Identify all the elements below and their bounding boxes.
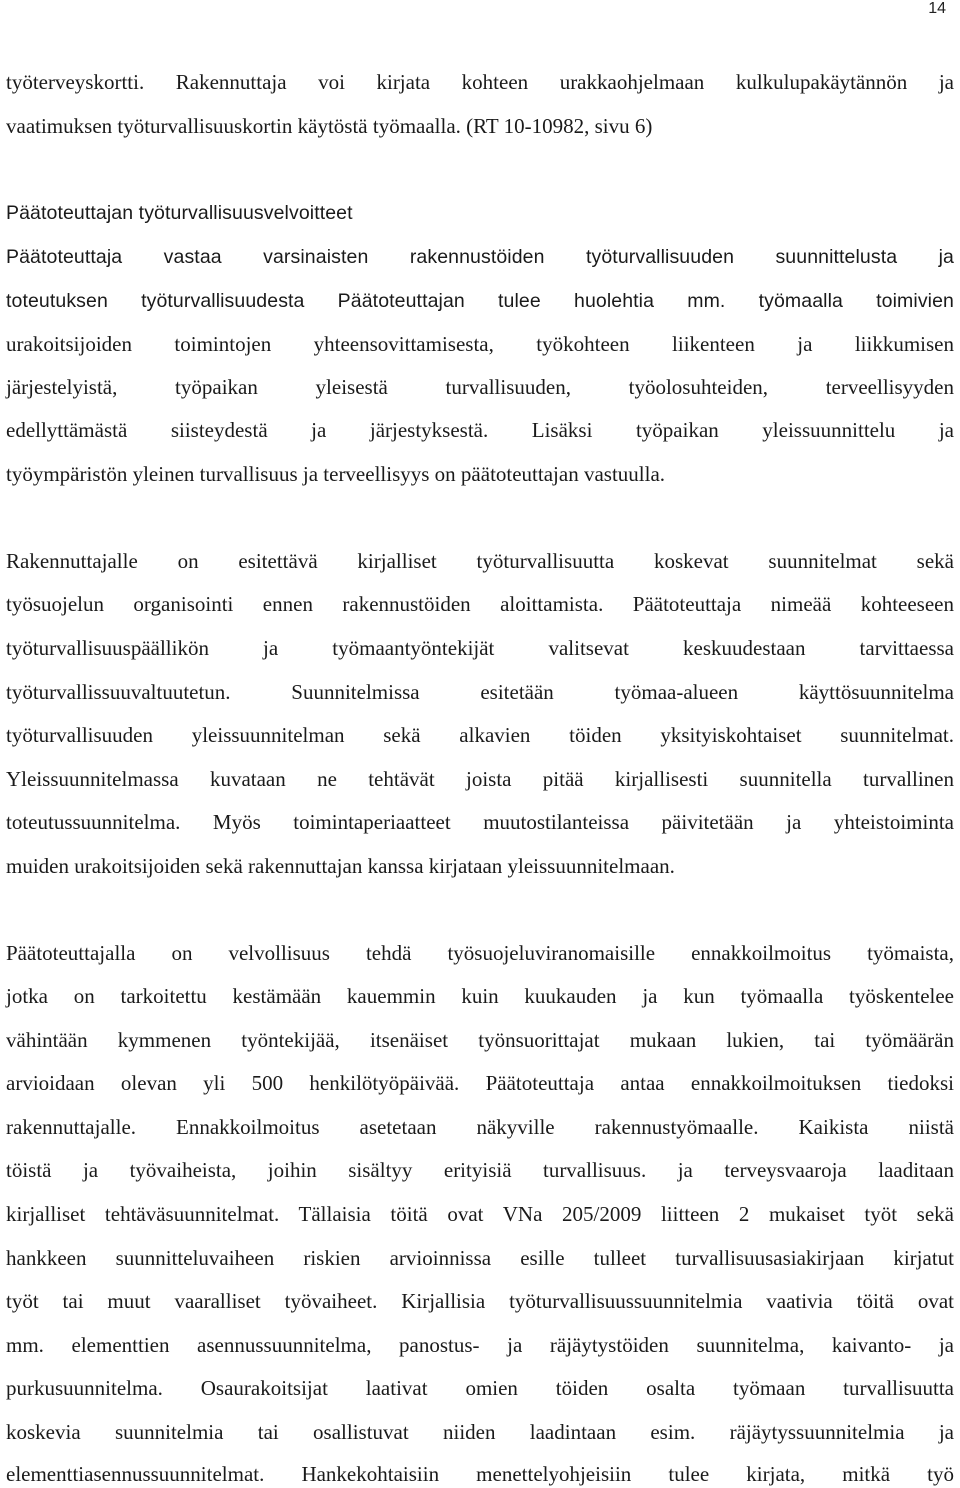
section-heading: Päätoteuttajan työturvallisuusvelvoitteet — [6, 202, 353, 224]
text-line: edellyttämästä siisteydestä ja järjestyksestä. Lisäksi työpaikan yleissuunnittelu ja — [6, 418, 954, 442]
text-line: työturvallisuuspäällikön ja työmaantyöntekijät valitsevat keskuudestaan tarvittaessa — [6, 636, 954, 660]
text-line: elementtiasennussuunnitelmat. Hankekohtaisiin menettelyohjeisiin tulee kirjata, mitkä työ — [6, 1462, 954, 1486]
text-line: järjestelyistä, työpaikan yleisestä turvallisuuden, työolosuhteiden, terveellisyyden — [6, 375, 954, 399]
page-number: 14 — [928, 0, 946, 17]
text-line: koskevia suunnitelmia tai osallistuvat niiden laadintaan esim. räjäytyssuunnitelmia ja — [6, 1420, 954, 1444]
text-line: Yleissuunnitelmassa kuvataan ne tehtävät joista pitää kirjallisesti suunnitella turvallinen — [6, 767, 954, 791]
text-line: urakoitsijoiden toimintojen yhteensovittamisesta, työkohteen liikenteen ja liikkumisen — [6, 332, 954, 356]
text-line: työterveyskortti. Rakennuttaja voi kirjata kohteen urakkaohjelmaan kulkulupakäytännön ja — [6, 70, 954, 94]
text-line: rakennuttajalle. Ennakkoilmoitus asetetaan näkyville rakennustyömaalle. Kaikista niistä — [6, 1115, 954, 1139]
text-line: työturvallissuuvaltuutetun. Suunnitelmissa esitetään työmaa-alueen käyttösuunnitelma — [6, 680, 954, 704]
text-line: työympäristön yleinen turvallisuus ja terveellisyys on päätoteuttajan vastuulla. — [6, 462, 666, 486]
text-line: Päätoteuttajalla on velvollisuus tehdä työsuojeluviranomaisille ennakkoilmoitus työmaista, — [6, 941, 954, 965]
text-line: työturvallisuuden yleissuunnitelman sekä alkavien töiden yksityiskohtaiset suunnitelmat. — [6, 723, 954, 747]
text-line: hankkeen suunnitteluvaiheen riskien arvioinnissa esille tulleet turvallisuusasiakirjaan kirjatut — [6, 1246, 954, 1270]
text-line: Rakennuttajalle on esitettävä kirjalliset työturvallisuutta koskevat suunnitelmat sekä — [6, 549, 954, 573]
text-line: jotka on tarkoitettu kestämään kauemmin kuin kuukauden ja kun työmaalla työskentelee — [6, 984, 954, 1008]
text-line: toteutuksen työturvallisuudesta Päätoteuttajan tulee huolehtia mm. työmaalla toimivien — [6, 290, 954, 312]
text-line: purkusuunnitelma. Osaurakoitsijat laativat omien töiden osalta työmaan turvallisuutta — [6, 1376, 954, 1400]
text-line: muiden urakoitsijoiden sekä rakennuttajan kanssa kirjataan yleissuunnitelmaan. — [6, 854, 675, 878]
text-line: vähintään kymmenen työntekijää, itsenäiset työnsuorittajat mukaan lukien, tai työmäärän — [6, 1028, 954, 1052]
text-line: Päätoteuttaja vastaa varsinaisten rakennustöiden työturvallisuuden suunnittelusta ja — [6, 246, 954, 268]
text-line: arvioidaan olevan yli 500 henkilötyöpäivää. Päätoteuttaja antaa ennakkoilmoituksen tiedoksi — [6, 1071, 954, 1095]
text-line: toteutussuunnitelma. Myös toimintaperiaatteet muutostilanteissa päivitetään ja yhteistoiminta — [6, 810, 954, 834]
text-line: työt tai muut vaaralliset työvaiheet. Kirjallisia työturvallisuussuunnitelmia vaativia töitä ovat — [6, 1289, 954, 1313]
text-line: kirjalliset tehtäväsuunnitelmat. Tällaisia töitä ovat VNa 205/2009 liitteen 2 mukaiset työt sekä — [6, 1202, 954, 1226]
text-line: työsuojelun organisointi ennen rakennustöiden aloittamista. Päätoteuttaja nimeää kohteeseen — [6, 592, 954, 616]
text-line: töistä ja työvaiheista, joihin sisältyy erityisiä turvallisuus. ja terveysvaaroja laaditaan — [6, 1158, 954, 1182]
text-line: vaatimuksen työturvallisuuskortin käytöstä työmaalla. (RT 10-10982, sivu 6) — [6, 114, 653, 138]
text-line: mm. elementtien asennussuunnitelma, panostus- ja räjäytystöiden suunnitelma, kaivanto- ja — [6, 1333, 954, 1357]
